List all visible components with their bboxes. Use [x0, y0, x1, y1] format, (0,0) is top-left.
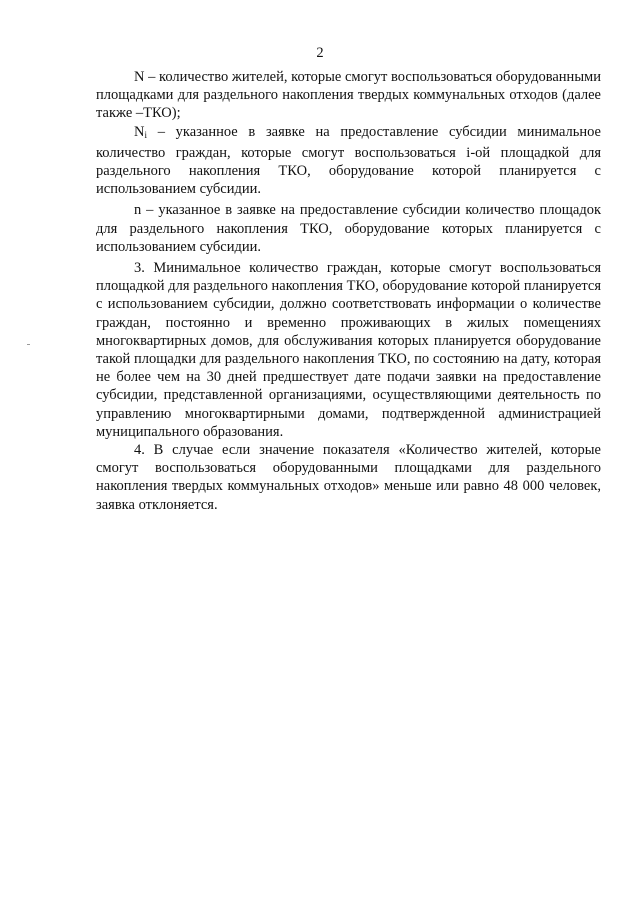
symbol-n-i-subscript: i [144, 129, 147, 140]
scan-margin-mark [27, 344, 30, 345]
definition-n-i-text: – указанное в заявке на предоставление субсидии минимальное количество граждан, которые смогут воспользоваться i-ой площадкой для раздельного накопления ТКО, оборудование которой планируется с использованием субсидии. [96, 123, 601, 198]
document-body [96, 68, 601, 514]
page-number: 2 [316, 45, 324, 61]
symbol-n-total: N [134, 69, 145, 85]
symbol-n-small: n [134, 202, 142, 219]
clause-4: 4. В случае если значение показателя «Количество жителей, которые смогут воспользоваться оборудованными площадками для раздельного накопления твердых коммунальных отходов» меньше или равно 48 000 человек, заявка отклоняется. [96, 442, 601, 513]
symbol-n-i: N [134, 123, 145, 140]
clause-3: 3. Минимальное количество граждан, которые смогут воспользоваться площадкой для раздельного накопления ТКО, оборудование которой планируется с использованием субсидии, должно соответствовать информации о количестве граждан, постоянно и временно проживающих в жилых помещениях многоквартирных домов, для обслуживания которых планируется оборудование такой площадки для раздельного накопления ТКО, по состоянию на дату, которая не более чем на 30 дней предшествует дате подачи заявки на предоставление субсидии, представленной организациями, осуществляющими деятельность по управлению многоквартирными домами, подтвержденной администрацией муниципального образования. [96, 260, 601, 440]
definition-n-i [96, 123, 601, 199]
definition-n-small-text: – указанное в заявке на предоставление субсидии количество площадок для раздельного накопления ТКО, оборудование которых планируется с использованием субсидии. [96, 202, 601, 255]
definition-n-total-text: – количество жителей, которые смогут воспользоваться оборудованными площадками для раздельного накопления твердых коммунальных отходов (далее также –ТКО); [96, 69, 601, 122]
definition-n-total [96, 68, 601, 123]
definition-n-small [96, 201, 601, 256]
